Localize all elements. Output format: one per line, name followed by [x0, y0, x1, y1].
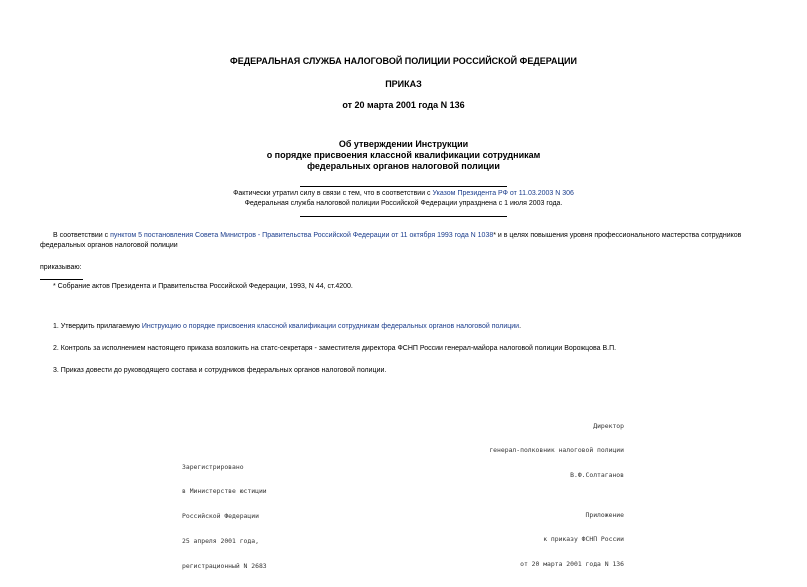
doc-title — [0, 139, 807, 172]
item-1 — [53, 322, 521, 332]
doc-date-number: от 20 марта 2001 года N 136 — [342, 100, 465, 110]
status-note-text: Фактически утратил силу в связи с тем, что в соответствии с — [233, 190, 433, 197]
preamble-suffix: * и в целях повышения уровня профессионального мастерства сотрудников — [493, 232, 742, 239]
status-note — [0, 189, 807, 209]
registration-line-4: 25 апреля 2001 года, — [182, 537, 259, 546]
agency-heading: ФЕДЕРАЛЬНАЯ СЛУЖБА НАЛОГОВОЙ ПОЛИЦИИ РОССИЙСКОЙ ФЕДЕРАЦИИ — [230, 56, 577, 66]
signature-title: Директор — [593, 421, 624, 430]
appendix-block — [420, 494, 624, 585]
signature-block — [420, 405, 624, 496]
registration-line-3: Российской Федерации — [182, 512, 259, 521]
doc-title-line-2: о порядке присвоения классной квалификации сотрудникам — [266, 150, 541, 160]
preamble-prefix: В соответствии с — [53, 232, 111, 239]
note-top-divider — [300, 186, 507, 187]
instruction-link[interactable]: Инструкцию о порядке присвоения классной квалификации сотрудникам федеральных органов налоговой полиции — [141, 323, 520, 330]
item-3: 3. Приказ довести до руководящего состава и сотрудников федеральных органов налоговой полиции. — [53, 367, 387, 374]
item-1-prefix: 1. Утвердить прилагаемую — [53, 323, 142, 330]
registration-line-1: Зарегистрировано — [182, 462, 244, 471]
preamble-line-2: федеральных органов налоговой полиции — [40, 242, 178, 249]
preamble-line-1 — [40, 231, 780, 241]
doc-title-line-3: федеральных органов налоговой полиции — [307, 161, 500, 171]
appendix-line-1: Приложение — [585, 510, 624, 519]
order-word: приказываю: — [40, 264, 82, 271]
appendix-line-3: от 20 марта 2001 года N 136 — [520, 560, 624, 569]
registration-line-5: регистрационный N 2683 — [182, 562, 267, 571]
decree-link[interactable]: Указом Президента РФ от 11.03.2003 N 306 — [432, 190, 574, 197]
note-bottom-divider — [300, 216, 507, 217]
footnote-text: * Собрание актов Президента и Правительства Российской Федерации, 1993, N 44, ст.4200. — [53, 283, 353, 290]
item-1-suffix: . — [519, 323, 522, 330]
status-note-line-2: Федеральная служба налоговой полиции Российской Федерации упразднена с 1 июля 2003 года. — [244, 200, 563, 207]
signature-rank: генерал-полковник налоговой полиции — [489, 446, 624, 455]
item-2: 2. Контроль за исполнением настоящего приказа возложить на статс-секретаря - заместителя директора ФСНП России генерал-майора налоговой полиции Ворожцова В.П. — [53, 345, 617, 352]
appendix-line-2: к приказу ФСНП России — [543, 535, 624, 544]
preamble-paragraph — [40, 231, 780, 251]
doc-type-heading: ПРИКАЗ — [385, 79, 422, 89]
doc-title-line-1: Об утверждении Инструкции — [338, 139, 469, 149]
footnote-divider — [40, 279, 83, 280]
resolution-link[interactable]: пунктом 5 постановления Совета Министров - Правительства Российской Федерации от 11 октября 1993 года N 1038 — [110, 232, 494, 239]
signature-name: В.Ф.Солтаганов — [570, 471, 624, 480]
registration-line-2: в Министерстве юстиции — [182, 487, 267, 496]
registration-block — [182, 446, 267, 587]
status-note-line-1 — [0, 189, 807, 199]
